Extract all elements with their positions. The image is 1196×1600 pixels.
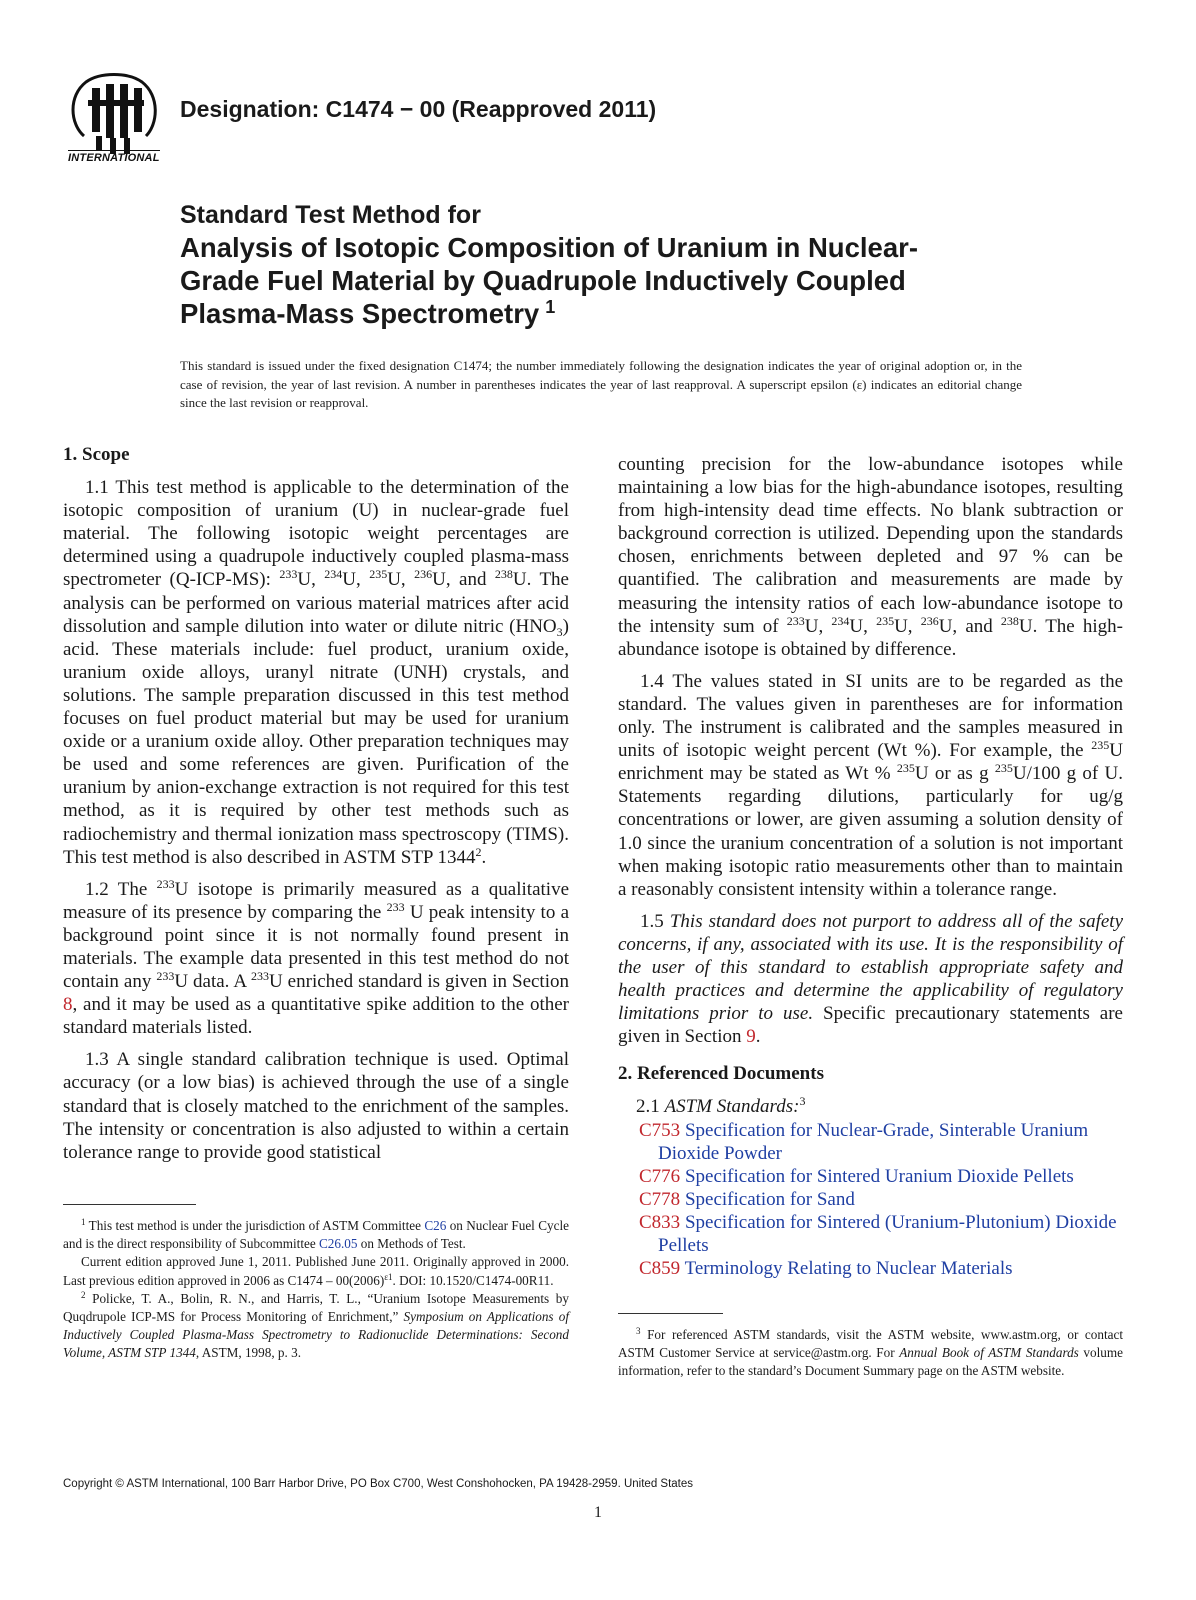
- left-column: [63, 443, 569, 1173]
- reference-title: Specification for Sand: [680, 1188, 855, 1210]
- reference-item[interactable]: [618, 1188, 1123, 1211]
- footnote-ref-2: 2: [475, 844, 482, 859]
- reference-title: Specification for Nuclear-Grade, Sinterable Uranium Dioxide Powder: [658, 1119, 1089, 1164]
- subsection-2-1: 2.1 ASTM Standards:$^3$: [636, 1094, 806, 1118]
- reference-code: C778: [639, 1188, 681, 1210]
- issue-note: This standard is issued under the fixed designation C1474; the number immediately following the designation indicates the year of original adoption or, in the case of revision, the year of last revision. A number in parentheses indicates the year of last reapproval. A superscript epsilon (ε) indicates an editorial change since the last revision or reapproval.: [180, 358, 1022, 410]
- section-9-link[interactable]: 9: [746, 1026, 756, 1048]
- section-2-heading: 2. Referenced Documents: [618, 1063, 824, 1085]
- reference-title: Specification for Sintered (Uranium-Plutonium) Dioxide Pellets: [658, 1211, 1117, 1256]
- page-number: 1: [594, 1504, 602, 1521]
- footnote-divider-right: [618, 1313, 723, 1314]
- reference-code: C753: [639, 1119, 681, 1141]
- title-prefix: Standard Test Method for: [180, 201, 481, 229]
- footnote-1-edition: Current edition approved June 1, 2011. Published June 2011. Originally approved in 2000. Last previous edition approved in 2006 as $C1474 - 00(2006)^{\varepsilon 1}$. DOI: 10.1520/C1474-00R11.: [63, 1254, 569, 1288]
- title-footnote-mark: 1: [545, 297, 556, 317]
- footnote-divider-left: [63, 1204, 196, 1205]
- reference-title: Terminology Relating to Nuclear Materials: [680, 1258, 1013, 1280]
- footnotes-left: [63, 1217, 569, 1363]
- title-line-2: Grade Fuel Material by Quadrupole Inductively Coupled: [180, 265, 906, 296]
- reference-code: C776: [639, 1165, 681, 1187]
- footnote-2: $^2$ Policke, T. A., Bolin, R. N., and Harris, T. L., “Uranium Isotope Measurements by Quqdrupole ICP-MS for Process Monitoring of Enrichment,” Symposium on Applications of Inductively Coupled Plasma-Mass Spectrometry to Radionuclide Determinations: Second Volume, ASTM STP 1344, ASTM, 1998, p. 3.: [63, 1289, 569, 1361]
- copyright-notice: Copyright © ASTM International, 100 Barr Harbor Drive, PO Box C700, West Conshohocken, PA 19428-2959. United States: [63, 1478, 694, 1490]
- reference-item[interactable]: [618, 1165, 1123, 1188]
- designation: Designation: C1474 − 00 (Reapproved 2011): [180, 96, 657, 122]
- footnotes-right: [618, 1326, 1123, 1381]
- reference-code: C859: [639, 1258, 681, 1280]
- footnote-1: $^1$ This test method is under the jurisdiction of ASTM Committee C26 on Nuclear Fuel Cycle and is the direct responsibility of Subcommittee C26.05 on Methods of Test.: [63, 1217, 569, 1252]
- title-line-1: Analysis of Isotopic Composition of Uranium in Nuclear-: [180, 232, 918, 263]
- reference-item[interactable]: [618, 1119, 1123, 1165]
- reference-item[interactable]: [618, 1257, 1123, 1280]
- committee-c26-link[interactable]: C26: [424, 1218, 447, 1233]
- section-1-heading: 1. Scope: [63, 444, 130, 465]
- title-line-3-text: Plasma-Mass Spectrometry: [180, 298, 540, 329]
- reference-code: C833: [639, 1211, 681, 1233]
- right-column: [618, 453, 1123, 1280]
- reference-title: Specification for Sintered Uranium Dioxide Pellets: [680, 1165, 1074, 1187]
- logo-label: INTERNATIONAL: [68, 152, 160, 164]
- paragraph-1-5: 1.5 This standard does not purport to address all of the safety concerns, if any, associated with its use. It is the responsibility of the user of this standard to establish appropriate safety and health practices and determine the applicability of regulatory limitations prior to use. Specific precautionary statements are given in Section 9.: [618, 910, 1123, 1048]
- section-8-link[interactable]: 8: [63, 994, 73, 1016]
- document-title: [180, 199, 1020, 330]
- footnote-3: $^3$ For referenced ASTM standards, visit the ASTM website, www.astm.org, or contact ASTM Customer Service at service@astm.org. For Annual Book of ASTM Standards volume information, refer to the standard’s Document Summary page on the ASTM website.: [618, 1326, 1123, 1379]
- subcommittee-c26-05-link[interactable]: C26.05: [319, 1236, 358, 1252]
- paragraph-1-4: 1.4 The values stated in SI units are to be regarded as the standard. The values given in parentheses are for information only. The instrument is calibrated and the samples measured in units of isotopic weight percent (Wt %). For example, the $^{235}$U enrichment may be stated as Wt % $^{235}$U or as g $^{235}$U/100 g of U. Statements regarding dilutions, particularly for ug/g concentrations or lower, are given assuming a solution density of 1.0 since the uranium concentration of a solution is not important when making isotopic ratio measurements other than to maintain a reasonably consistent intensity within a tolerance range.: [618, 670, 1123, 900]
- reference-item[interactable]: [618, 1211, 1123, 1257]
- paragraph-1-3: 1.3 A single standard calibration technique is used. Optimal accuracy (or a low bias) is achieved through the use of a single standard that is closely matched to the enrichment of the samples. The intensity or concentration is also adjusted to within a certain tolerance range to provide good statistical: [63, 1049, 569, 1163]
- paragraph-1-1: 1.1 This test method is applicable to the determination of the isotopic composition of uranium (U) in nuclear-grade fuel material. The following isotopic weight percentages are determined using a quadrupole inductively coupled plasma-mass spectrometer (Q-ICP-MS): $^{233}$U, $^{234}$U, $^{235}$U, $^{236}$U, and $^{238}$U. The analysis can be performed on various material matrices after acid dissolution and sample dilution into water or dilute nitric $(HNO_3)$ acid. These materials include: fuel product, uranium oxide, uranium oxide alloys, uranyl nitrate (UNH) crystals, and solutions. The sample preparation discussed in this test method focuses on fuel product material but may be used for uranium oxide or a uranium oxide alloy. Other preparation techniques may be used and some references are given. Purification of the uranium by anion-exchange extraction is not required for this test method, as it is required by other test methods such as radiochemistry and thermal ionization mass spectroscopy (TIMS). This test method is also described in ASTM STP 1344$^2$.: [63, 477, 569, 868]
- title-line-3: [180, 297, 1020, 330]
- paragraph-1-3-continued: counting precision for the low-abundance isotopes while maintaining a low bias for the high-abundance isotopes, resulting from high-intensity dead time effects. No blank subtraction or background correction is utilized. Depending upon the standards chosen, enrichments between depleted and 97 % can be quantified. The calibration and measurements are made by measuring the intensity ratios of each low-abundance isotope to the intensity sum of $^{233}$U, $^{234}$U, $^{235}$U, $^{236}$U, and $^{238}$U. The high-abundance isotope is obtained by difference.: [618, 454, 1124, 660]
- paragraph-1-2: 1.2 The $^{233}$U isotope is primarily measured as a qualitative measure of its presence by comparing the $^{233}$ U peak intensity to a background point since it is not normally found present in materials. The example data presented in this test method do not contain any $^{233}$U data. A $^{233}$U enriched standard is given in Section 8, and it may be used as a quantitative spike addition to the other standard materials listed.: [63, 876, 569, 1039]
